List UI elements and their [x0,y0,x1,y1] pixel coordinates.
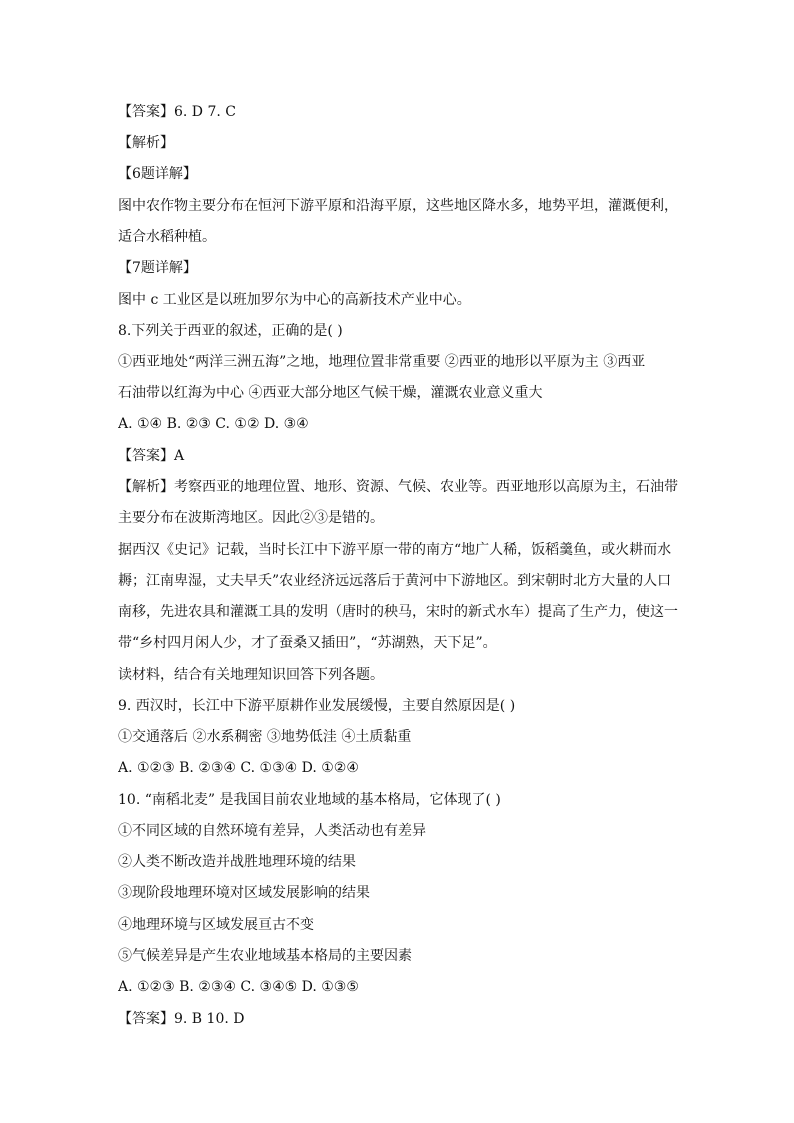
q10-options: A. ①②③ B. ②③④ C. ③④⑤ D. ①③⑤ [118,979,359,995]
question-9: 9. 西汉时，长江中下游平原耕作业发展缓慢，主要自然原因是( ) [118,698,516,714]
material-text-3: 南移，先进农具和灌溉工具的发明（唐时的秧马，宋时的新式水车）提高了生产力，使这一 [118,604,678,620]
q10-statement-5: ⑤气候差异是产生农业地域基本格局的主要因素 [118,948,412,964]
q10-statement-1: ①不同区域的自然环境有差异，人类活动也有差异 [118,823,426,839]
material-instruction: 读材料，结合有关地理知识回答下列各题。 [118,667,384,683]
q6-detail-text-1: 图中农作物主要分布在恒河下游平原和沿海平原，这些地区降水多，地势平坦，灌溉便利， [118,198,678,214]
q7-detail-heading: 【7题详解】 [118,260,197,276]
q8-statements-1: ①西亚地处“两洋三洲五海”之地，地理位置非常重要 ②西亚的地形以平原为主 ③西亚 [118,354,646,370]
q8-statements-2: 石油带以红海为中心 ④西亚大部分地区气候干燥，灌溉农业意义重大 [118,385,543,401]
question-10: 10. “南稻北麦” 是我国目前农业地域的基本格局，它体现了( ) [118,792,501,808]
q6-detail-text-2: 适合水稻种植。 [118,229,216,245]
q10-statement-4: ④地理环境与区域发展亘古不变 [118,917,314,933]
q7-detail-text: 图中 c 工业区是以班加罗尔为中心的高新技术产业中心。 [118,292,471,308]
q8-answer: 【答案】A [118,448,185,464]
q8-analysis-2: 主要分布在波斯湾地区。因此②③是错的。 [118,510,384,526]
q10-statement-2: ②人类不断改造并战胜地理环境的结果 [118,854,356,870]
material-text-1: 据西汉《史记》记载，当时长江中下游平原一带的南方“地广人稀，饭稻羹鱼，或火耕而水 [118,542,672,558]
answer-9-10: 【答案】9. B 10. D [118,1011,245,1027]
q10-statement-3: ③现阶段地理环境对区域发展影响的结果 [118,885,370,901]
q8-options: A. ①④ B. ②③ C. ①② D. ③④ [118,416,309,432]
q8-analysis-1: 【解析】考察西亚的地理位置、地形、资源、气候、农业等。西亚地形以高原为主，石油带 [118,479,678,495]
material-text-2: 耨；江南卑湿，丈夫早夭”农业经济远远落后于黄河中下游地区。到宋朝时北方大量的人口 [118,573,672,589]
q9-options: A. ①②③ B. ②③④ C. ①③④ D. ①②④ [118,760,359,776]
material-text-4: 带“乡村四月闲人少，才了蚕桑又插田”，“苏湖熟，天下足”。 [118,635,497,651]
q6-detail-heading: 【6题详解】 [118,166,197,182]
q9-statements: ①交通落后 ②水系稠密 ③地势低洼 ④土质黏重 [118,729,412,745]
answer-6-7: 【答案】6. D 7. C [118,104,237,120]
question-8: 8.下列关于西亚的叙述，正确的是( ) [118,323,343,339]
analysis-heading: 【解析】 [118,135,174,151]
